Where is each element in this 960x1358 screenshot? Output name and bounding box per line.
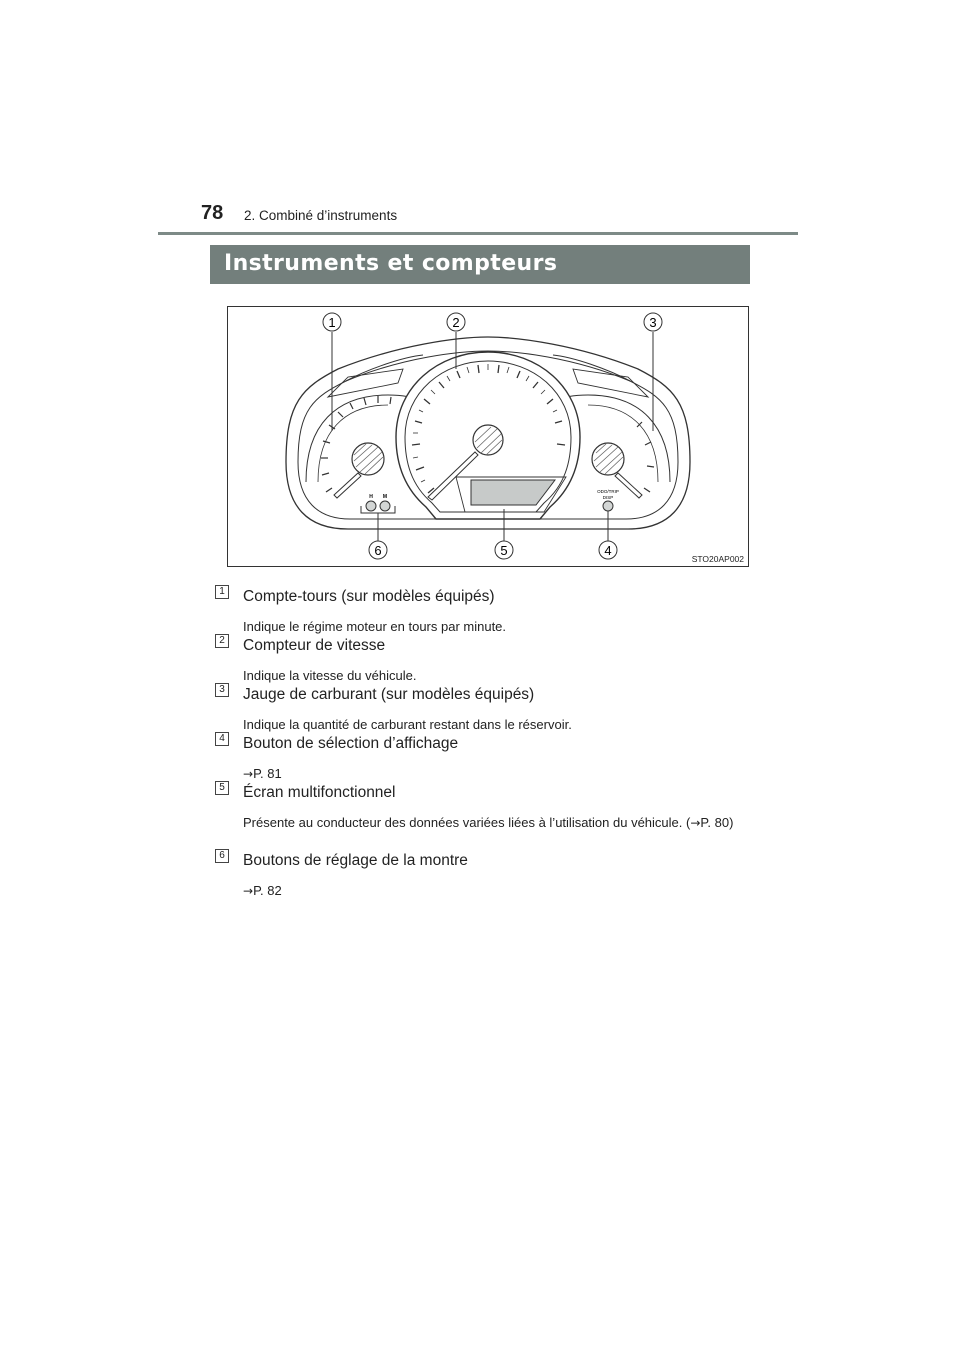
page-number: 78 bbox=[201, 202, 224, 224]
item-title: Compteur de vitesse bbox=[243, 637, 386, 654]
item-number: 5 bbox=[215, 781, 229, 795]
header-rule bbox=[158, 232, 798, 235]
section-title: Instruments et compteurs bbox=[224, 251, 558, 276]
page-reference-link[interactable]: P. 81 bbox=[253, 766, 282, 781]
display-button-label-line1: ODO/TRIP bbox=[597, 489, 619, 494]
display-button-label-line2: DISP bbox=[602, 495, 614, 500]
item-description-text: Présente au conducteur des données variées liées à l’utilisation du véhicule. ( bbox=[243, 815, 691, 830]
item-number: 3 bbox=[215, 683, 229, 697]
callout-6-label: 6 bbox=[374, 543, 382, 558]
item-description: Indique la quantité de carburant restant dans le réservoir. bbox=[243, 717, 572, 732]
item-title: Jauge de carburant (sur modèles équipés) bbox=[243, 686, 535, 703]
item-title: Écran multifonctionnel bbox=[243, 784, 396, 801]
page-reference-link[interactable]: P. 80 bbox=[700, 815, 730, 830]
item-reference bbox=[243, 881, 746, 901]
arrow-right-icon: → bbox=[243, 884, 254, 898]
instrument-cluster-figure bbox=[227, 306, 749, 567]
minute-button-label: M bbox=[382, 494, 388, 500]
chapter-title: 2. Combiné d’instruments bbox=[244, 208, 398, 223]
item-number: 2 bbox=[215, 634, 229, 648]
item-number: 1 bbox=[215, 585, 229, 599]
item-number: 4 bbox=[215, 732, 229, 746]
section-banner bbox=[210, 245, 750, 284]
instrument-cluster-illustration bbox=[228, 307, 748, 566]
item-description bbox=[243, 813, 746, 833]
page-reference-link[interactable]: P. 82 bbox=[253, 883, 282, 898]
callout-1-label: 1 bbox=[328, 315, 336, 330]
speedometer-gauge bbox=[396, 352, 580, 519]
callout-3-label: 3 bbox=[649, 315, 657, 330]
item-description: Indique la vitesse du véhicule. bbox=[243, 668, 417, 683]
callout-2-label: 2 bbox=[452, 315, 460, 330]
item-number: 6 bbox=[215, 849, 229, 863]
item-title: Boutons de réglage de la montre bbox=[243, 852, 468, 869]
item-description-end: ) bbox=[729, 815, 734, 830]
arrow-right-icon: → bbox=[690, 816, 701, 830]
arrow-right-icon: → bbox=[243, 767, 254, 781]
figure-code: STO20AP002 bbox=[691, 554, 744, 564]
item-title: Bouton de sélection d’affichage bbox=[243, 735, 459, 752]
item-reference bbox=[243, 764, 746, 784]
item-title: Compte-tours (sur modèles équipés) bbox=[243, 588, 495, 605]
callout-4-label: 4 bbox=[604, 543, 612, 558]
item-description: Indique le régime moteur en tours par minute. bbox=[243, 619, 507, 634]
callout-5-label: 5 bbox=[500, 543, 508, 558]
hour-button-label: H bbox=[369, 494, 373, 500]
